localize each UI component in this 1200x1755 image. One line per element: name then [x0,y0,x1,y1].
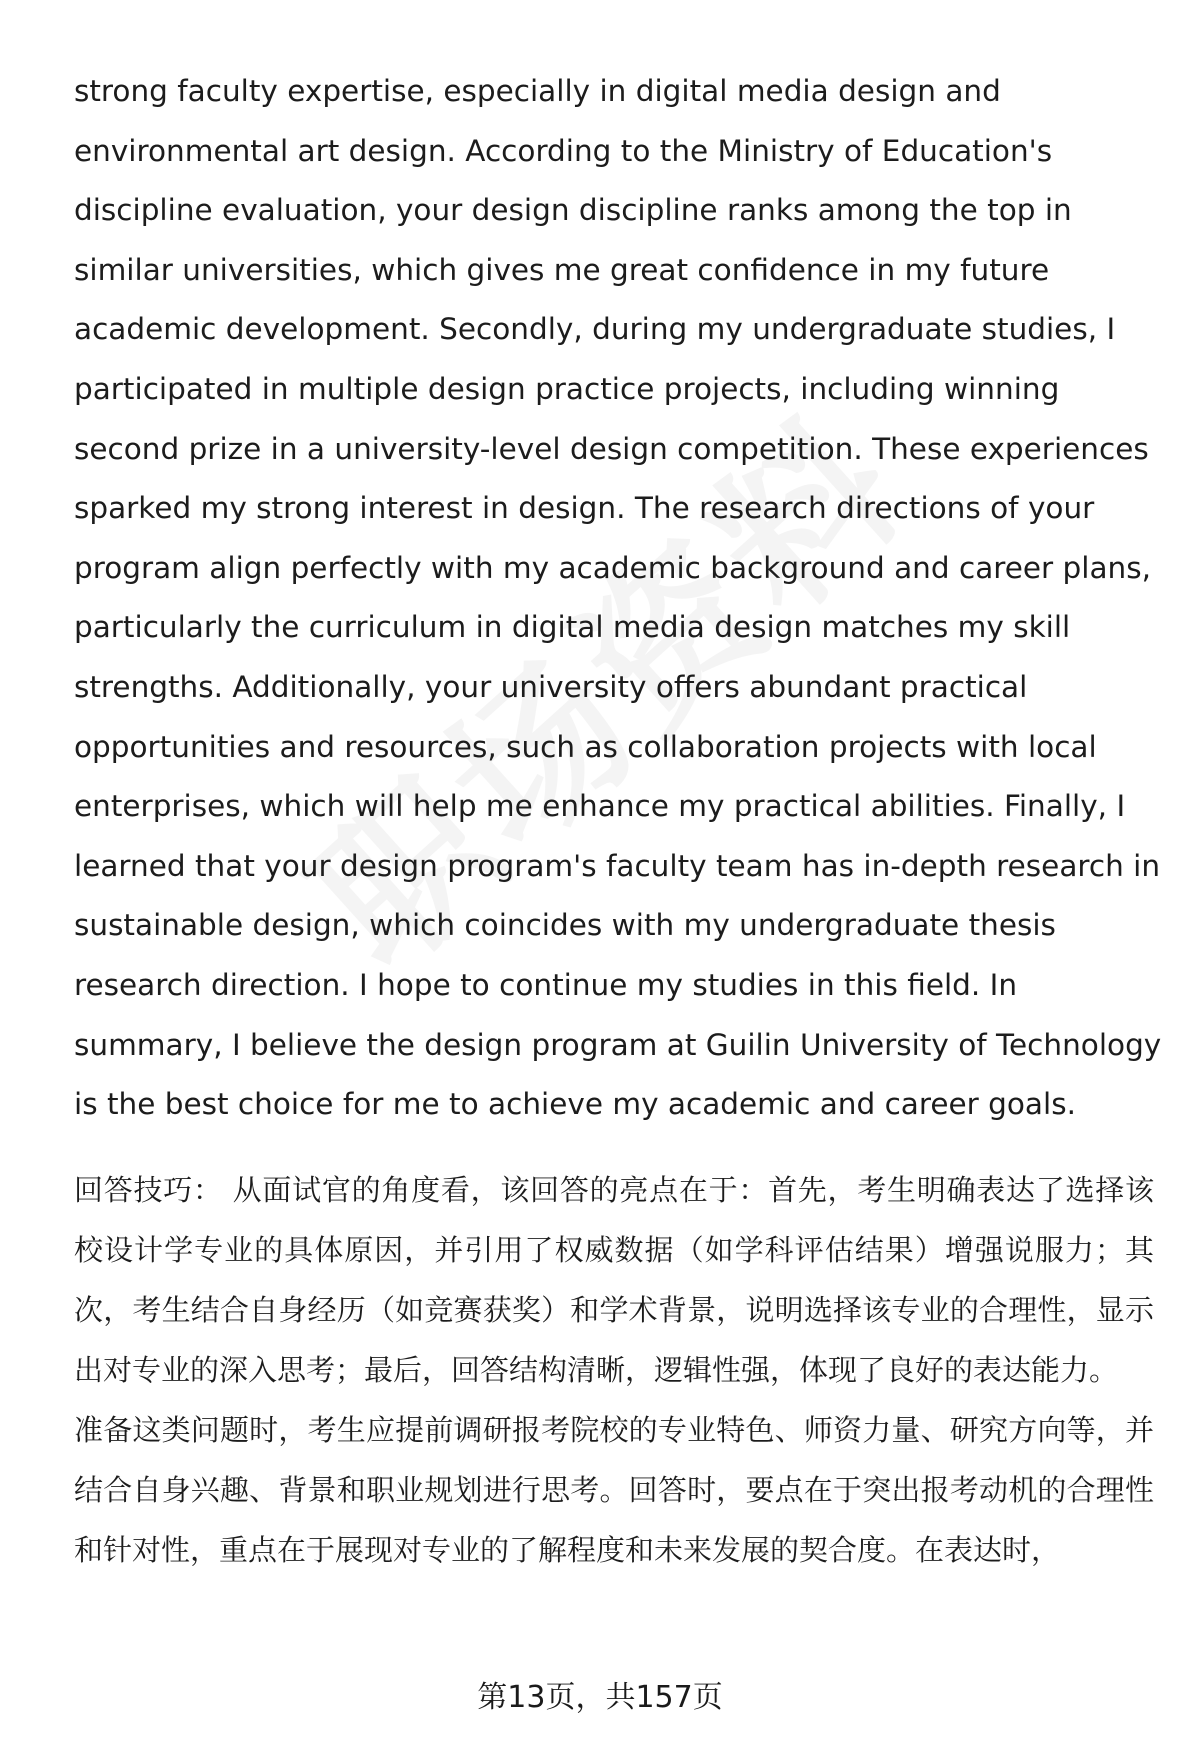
page-number-footer: 第13页，共157页 [477,1680,723,1715]
answer-tips-paragraph: 回答技巧： 从面试官的角度看，该回答的亮点在于：首先，考生明确表达了选择该校设计学专业的具体原因，并引用了权威数据（如学科评估结果）增强说服力；其次，考生结合自身经历（如竞赛获奖）和学术背景，说明选择该专业的合理性，显示出对专业的深入思考；最后，回答结构清晰，逻辑性强，体现了良好的表达能力。 [74,1173,1154,1387]
english-answer-paragraph: strong faculty expertise, especially in digital media design and environmental art design. According to the Ministry of Education's discipline evaluation, your design discipline ranks among the top in similar universities, which gives me great confidence in my future academic development. Secondly, during my undergraduate studies, I participated in multiple design practice projects, including winning second prize in a university-level design competition. These experiences sparked my strong interest in design. The research directions of your program align perfectly with my academic background and career plans, particularly the curriculum in digital media design matches my skill strengths. Additionally, your university offers abundant practical opportunities and resources, such as collaboration projects with local enterprises, which will help me enhance my practical abilities. Finally, I learned that your design program's faculty team has in-depth research in sustainable design, which coincides with my undergraduate thesis research direction. I hope to continue my studies in this field. In summary, I believe the design program at Guilin University of Technology is the best choice for me to achieve my academic and career goals. [74,74,1162,1122]
preparation-advice-paragraph: 准备这类问题时，考生应提前调研报考院校的专业特色、师资力量、研究方向等，并结合自身兴趣、背景和职业规划进行思考。回答时，要点在于突出报考动机的合理性和针对性，重点在于展现对专业的了解程度和未来发展的契合度。在表达时， [74,1413,1154,1567]
